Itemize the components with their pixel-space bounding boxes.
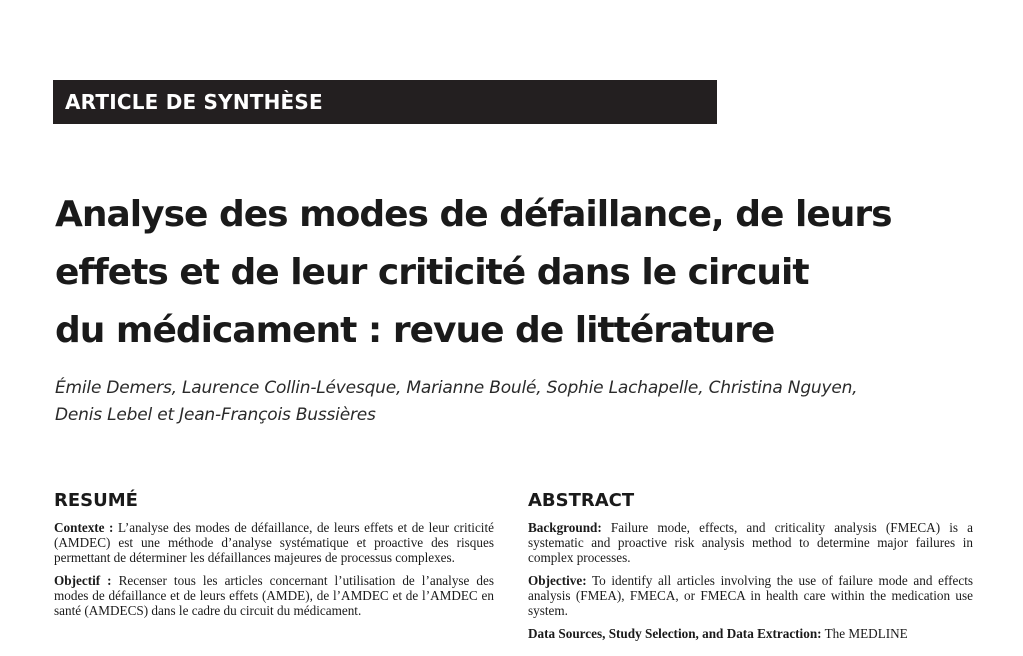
paragraph-text: L’analyse des modes de défaillance, de leurs effets et de leur criticité (AMDEC) est une méthode d’analyse systématique et proactive des risques permettant de déterminer les défaillances majeures de processus complexes. [54, 520, 494, 565]
paragraph-label: Background: [528, 520, 602, 535]
paragraph-label: Data Sources, Study Selection, and Data Extraction: [528, 626, 822, 641]
resume-paragraph-objectif [54, 573, 494, 618]
title-line: effets et de leur criticité dans le circuit [55, 252, 809, 293]
paragraph-text: Failure mode, effects, and criticality analysis (FMECA) is a systematic and proactive risk analysis method to determine major failures in complex processes. [528, 520, 973, 565]
paragraph-text: To identify all articles involving the use of failure mode and effects analysis (FMEA), FMECA, or FMECA in health care within the medication use system. [528, 573, 973, 618]
resume-column [54, 488, 494, 626]
title-line: Analyse des modes de défaillance, de leurs [55, 194, 892, 235]
paragraph-label: Objective: [528, 573, 587, 588]
abstract-paragraph-objective [528, 573, 973, 618]
paragraph-text: Recenser tous les articles concernant l’utilisation de l’analyse des modes de défaillance et de leurs effets (AMDE), de l’AMDEC et de l’AMDEC en santé (AMDECS) dans le cadre du circuit du médicament. [54, 573, 494, 618]
article-title [55, 186, 955, 360]
resume-heading: RESUMÉ [54, 490, 138, 511]
abstract-heading: ABSTRACT [528, 490, 635, 511]
abstract-paragraph-data-sources [528, 626, 973, 641]
paragraph-label: Contexte : [54, 520, 114, 535]
paragraph-label: Objectif : [54, 573, 112, 588]
author-list [55, 375, 975, 429]
abstract-paragraph-background [528, 520, 973, 565]
banner-label: ARTICLE DE SYNTHÈSE [65, 90, 323, 114]
abstract-column [528, 488, 973, 649]
author-line: Émile Demers, Laurence Collin-Lévesque, Marianne Boulé, Sophie Lachapelle, Christina Nguyen, [55, 378, 858, 398]
author-line: Denis Lebel et Jean-François Bussières [55, 405, 376, 425]
section-banner [53, 80, 717, 124]
paragraph-text: The MEDLINE [821, 626, 908, 641]
title-line: du médicament : revue de littérature [55, 310, 775, 351]
resume-paragraph-contexte [54, 520, 494, 565]
